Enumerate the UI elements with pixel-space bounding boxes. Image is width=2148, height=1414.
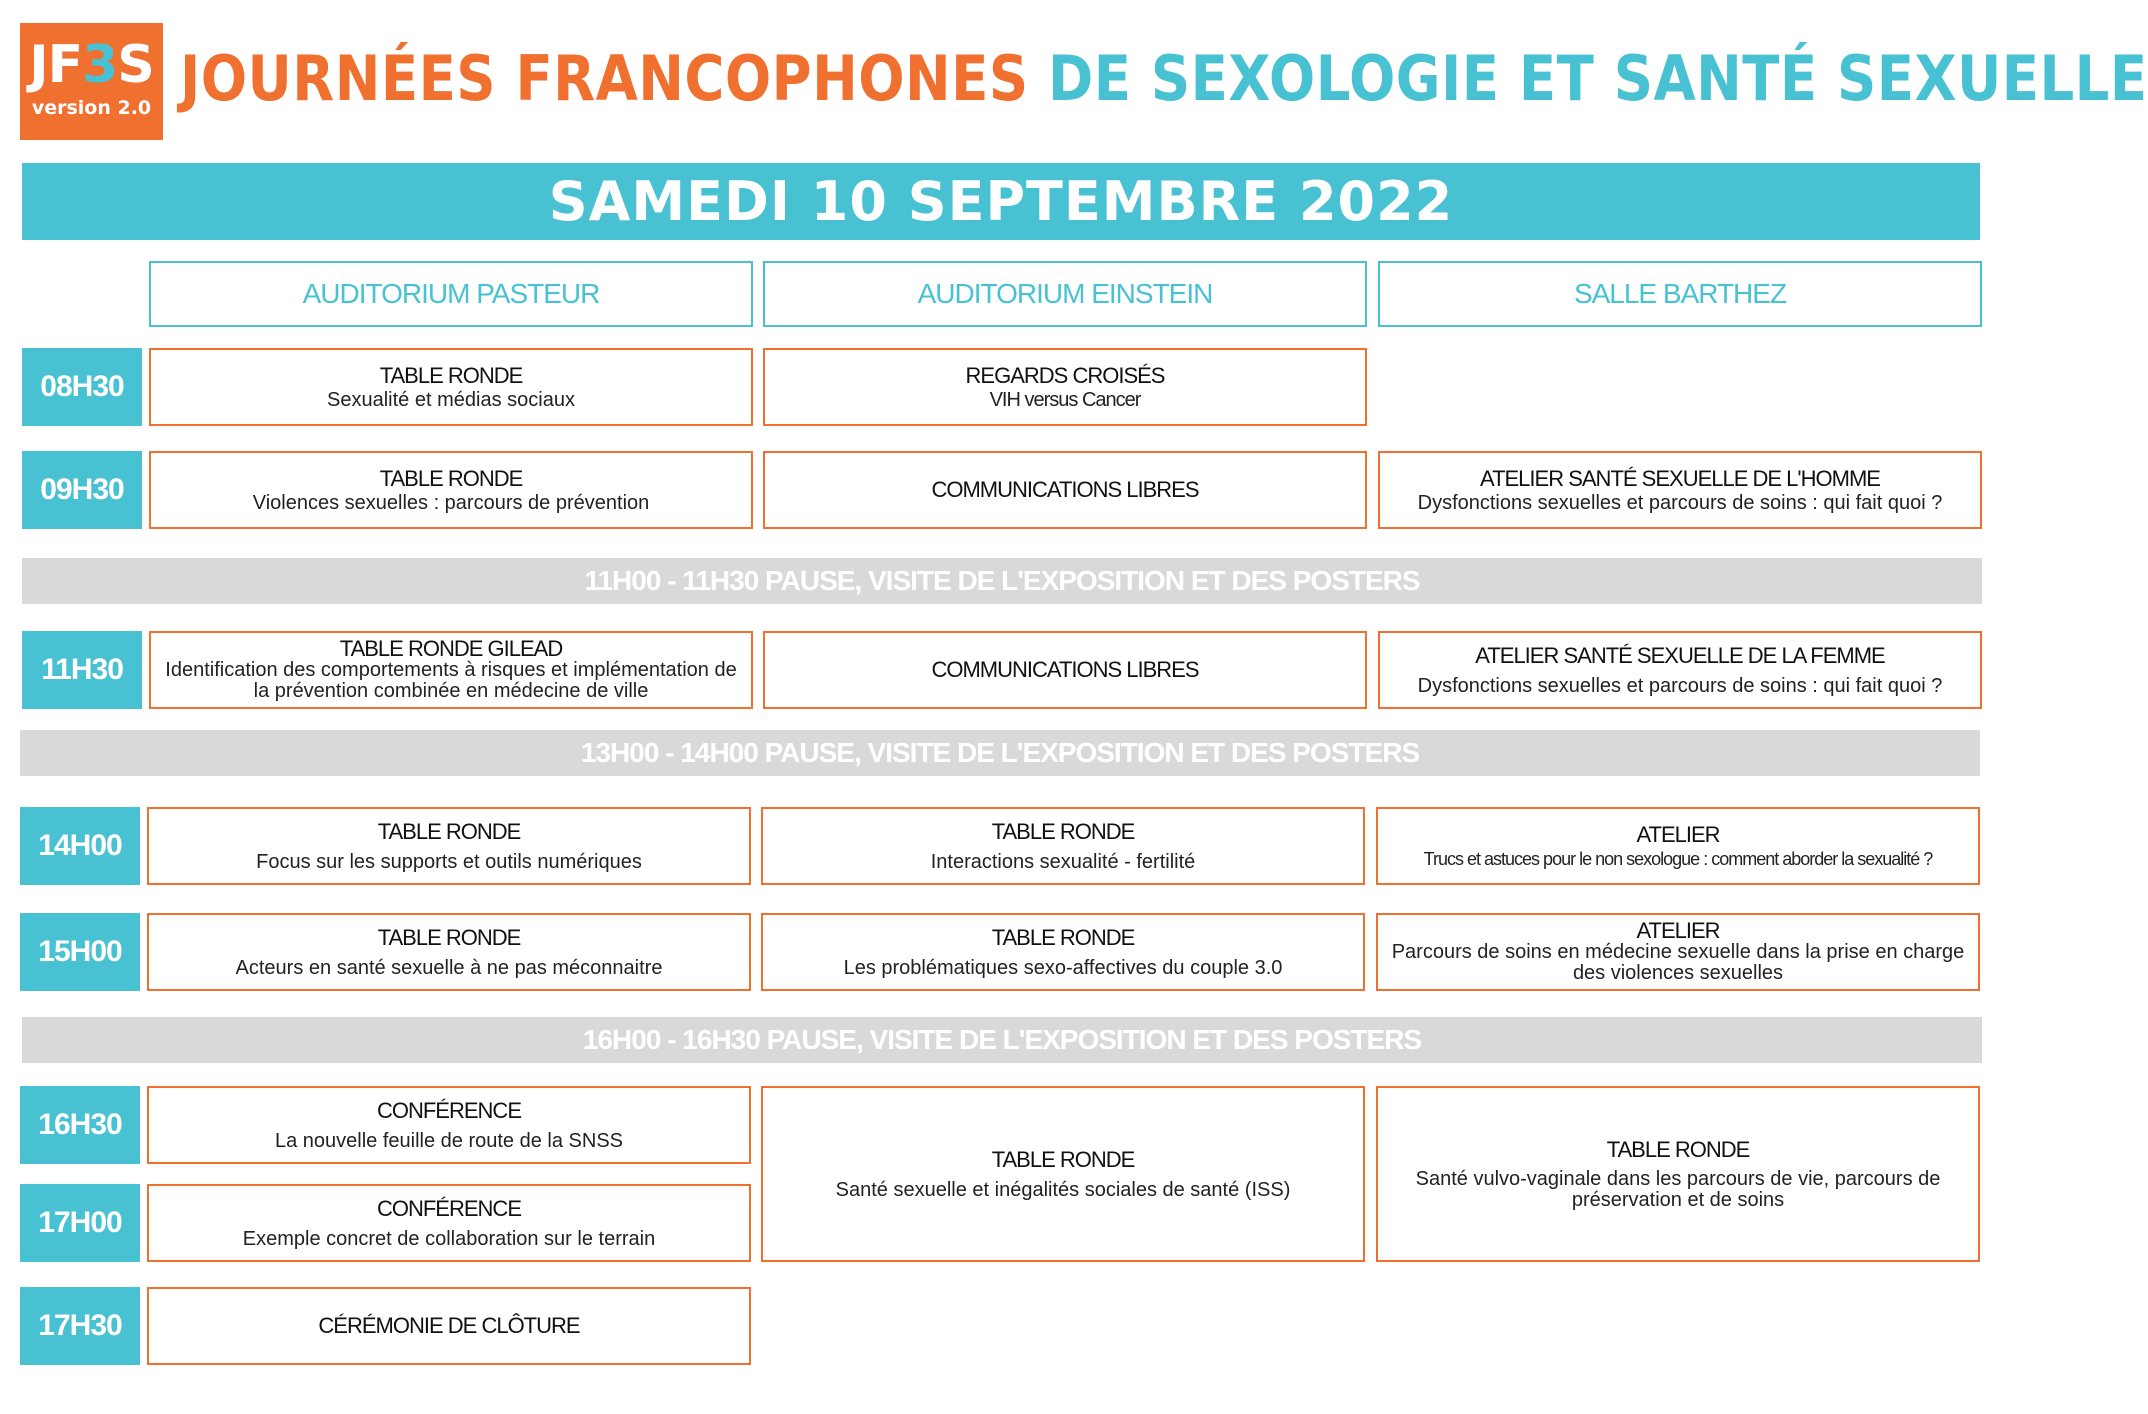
session-card — [149, 451, 753, 529]
session-card — [761, 913, 1365, 991]
session-card — [147, 807, 751, 885]
time-label: 16H30 — [20, 1086, 140, 1164]
session-card — [147, 1086, 751, 1164]
session-description: Acteurs en santé sexuelle à ne pas méconnaitre — [235, 957, 663, 979]
session-description: Santé sexuelle et inégalités sociales de santé (ISS) — [835, 1179, 1291, 1201]
time-label: 14H00 — [20, 807, 140, 885]
session-title: CONFÉRENCE — [376, 1098, 521, 1123]
session-title: ATELIER — [1636, 918, 1720, 943]
session-title: ATELIER — [1636, 822, 1720, 847]
session-card — [149, 348, 753, 426]
session-description: Dysfonctions sexuelles et parcours de soins : qui fait quoi ? — [1417, 675, 1943, 697]
session-card — [1378, 451, 1982, 529]
logo-wordmark: JF3S — [29, 35, 154, 95]
session-description: Les problématiques sexo-affectives du couple 3.0 — [843, 957, 1283, 979]
session-card — [1376, 913, 1980, 991]
session-title: TABLE RONDE — [991, 925, 1135, 950]
session-description: Interactions sexualité - fertilité — [930, 851, 1196, 873]
logo-version: version 2.0 — [31, 97, 152, 119]
session-card — [763, 348, 1367, 426]
session-description: VIH versus Cancer — [989, 389, 1141, 411]
session-description: Exemple concret de collaboration sur le terrain — [242, 1228, 656, 1250]
time-label: 15H00 — [20, 913, 140, 991]
session-title: TABLE RONDE — [377, 925, 521, 950]
session-title: TABLE RONDE GILEAD — [339, 636, 563, 661]
break-bar: 11H00 - 11H30 PAUSE, VISITE DE L'EXPOSITION ET DES POSTERS — [22, 558, 1982, 604]
time-label: 11H30 — [22, 631, 142, 709]
time-label: 08H30 — [22, 348, 142, 426]
session-title: TABLE RONDE — [1606, 1137, 1750, 1162]
room-header-pasteur: AUDITORIUM PASTEUR — [149, 261, 753, 327]
session-card — [147, 913, 751, 991]
session-card — [763, 631, 1367, 709]
session-description: La nouvelle feuille de route de la SNSS — [274, 1130, 623, 1152]
time-label: 17H00 — [20, 1184, 140, 1262]
session-description: Dysfonctions sexuelles et parcours de soins : qui fait quoi ? — [1417, 492, 1943, 514]
session-description: Parcours de soins en médecine sexuelle dans la prise en charge des violences sexuelles — [1391, 941, 1965, 984]
session-description: Violences sexuelles : parcours de prévention — [252, 492, 650, 514]
session-card — [1376, 1086, 1980, 1262]
day-banner: SAMEDI 10 SEPTEMBRE 2022 — [22, 163, 1980, 240]
room-header-einstein: AUDITORIUM EINSTEIN — [763, 261, 1367, 327]
time-label: 17H30 — [20, 1287, 140, 1365]
session-description: Trucs et astuces pour le non sexologue : comment aborder la sexualité ? — [1423, 849, 1933, 869]
break-bar: 13H00 - 14H00 PAUSE, VISITE DE L'EXPOSITION ET DES POSTERS — [20, 730, 1980, 776]
session-card — [761, 1086, 1365, 1262]
session-card — [147, 1287, 751, 1365]
session-title: COMMUNICATIONS LIBRES — [931, 657, 1199, 682]
session-title: TABLE RONDE — [379, 466, 523, 491]
session-description: Identification des comportements à risques et implémentation de la prévention combinée en médecine de ville — [165, 659, 737, 702]
session-description: Focus sur les supports et outils numériques — [256, 851, 642, 873]
session-card — [763, 451, 1367, 529]
session-card — [1376, 807, 1980, 885]
jf3s-logo — [20, 23, 163, 140]
session-card — [761, 807, 1365, 885]
session-title: ATELIER SANTÉ SEXUELLE DE LA FEMME — [1475, 643, 1885, 668]
session-card — [1378, 631, 1982, 709]
session-card — [149, 631, 753, 709]
session-title: REGARDS CROISÉS — [965, 363, 1165, 388]
break-bar: 16H00 - 16H30 PAUSE, VISITE DE L'EXPOSITION ET DES POSTERS — [22, 1017, 1982, 1063]
session-title: CÉRÉMONIE DE CLÔTURE — [318, 1313, 580, 1338]
session-title: TABLE RONDE — [377, 819, 521, 844]
session-title: TABLE RONDE — [991, 1147, 1135, 1172]
event-title: JOURNÉES FRANCOPHONES DE SEXOLOGIE ET SANTÉ SEXUELLE — [180, 42, 2148, 115]
session-description: Sexualité et médias sociaux — [327, 389, 575, 411]
room-header-barthez: SALLE BARTHEZ — [1378, 261, 1982, 327]
session-description: Santé vulvo-vaginale dans les parcours de vie, parcours de préservation et de soins — [1415, 1168, 1941, 1211]
session-card — [147, 1184, 751, 1262]
time-label: 09H30 — [22, 451, 142, 529]
session-title: COMMUNICATIONS LIBRES — [931, 477, 1199, 502]
session-title: CONFÉRENCE — [376, 1196, 521, 1221]
session-title: TABLE RONDE — [991, 819, 1135, 844]
session-title: ATELIER SANTÉ SEXUELLE DE L'HOMME — [1480, 466, 1880, 491]
session-title: TABLE RONDE — [379, 363, 523, 388]
